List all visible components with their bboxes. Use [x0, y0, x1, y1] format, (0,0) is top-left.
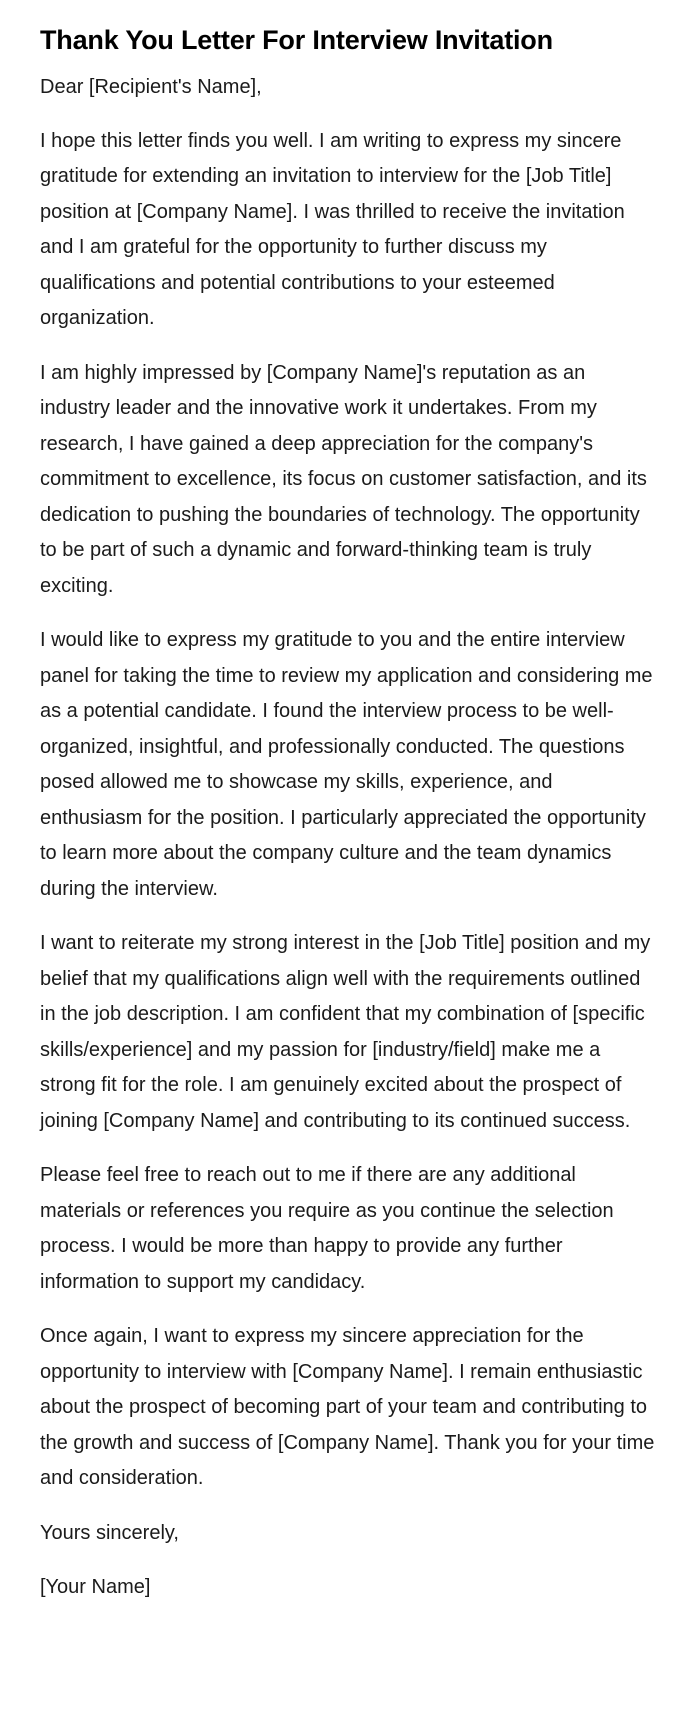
paragraph-2: I am highly impressed by [Company Name]'s reputation as an industry leader and the innovative work it undertakes. From my research, I have gained a deep appreciation for the company's commitment to excellence, its focus on customer satisfaction, and its dedication to pushing the boundaries of technology. The opportunity to be part of such a dynamic and forward-thinking team is truly exciting.	[40, 361, 647, 597]
paragraph-4: I want to reiterate my strong interest in the [Job Title] position and my belief that my qualifications align well with the requirements outlined in the job description. I am confident that my combination of [specific skills/experience] and my passion for [industry/field] make me a strong fit for the role. I am genuinely excited about the prospect of joining [Company Name] and contributing to its continued success.	[40, 932, 651, 1132]
closing: Yours sincerely,	[40, 1521, 179, 1544]
salutation: Dear [Recipient's Name],	[40, 76, 262, 98]
letter	[40, 22, 660, 1606]
paragraph-3: I would like to express my gratitude to you and the entire interview panel for taking the time to review my application and considering me as a potential candidate. I found the interview process to be well-organized, insightful, and professionally conducted. The questions posed allowed me to showcase my skills, experience, and enthusiasm for the position. I particularly appreciated the opportunity to learn more about the company culture and the team dynamics during the interview.	[40, 629, 653, 900]
paragraph-5: Please feel free to reach out to me if there are any additional materials or references you require as you continue the selection process. I would be more than happy to provide any further information to support my candidacy.	[40, 1164, 614, 1293]
letter-title: Thank You Letter For Interview Invitation	[40, 25, 553, 55]
signature: [Your Name]	[40, 1576, 151, 1598]
paragraph-1: I hope this letter finds you well. I am writing to express my sincere gratitude for extending an invitation to interview for the [Job Title] position at [Company Name]. I was thrilled to receive the invitation and I am grateful for the opportunity to further discuss my qualifications and potential contributions to your esteemed organization.	[40, 129, 625, 329]
paragraph-6: Once again, I want to express my sincere appreciation for the opportunity to interview with [Company Name]. I remain enthusiastic about the prospect of becoming part of your team and contributing to the growth and success of [Company Name]. Thank you for your time and consideration.	[40, 1325, 655, 1489]
